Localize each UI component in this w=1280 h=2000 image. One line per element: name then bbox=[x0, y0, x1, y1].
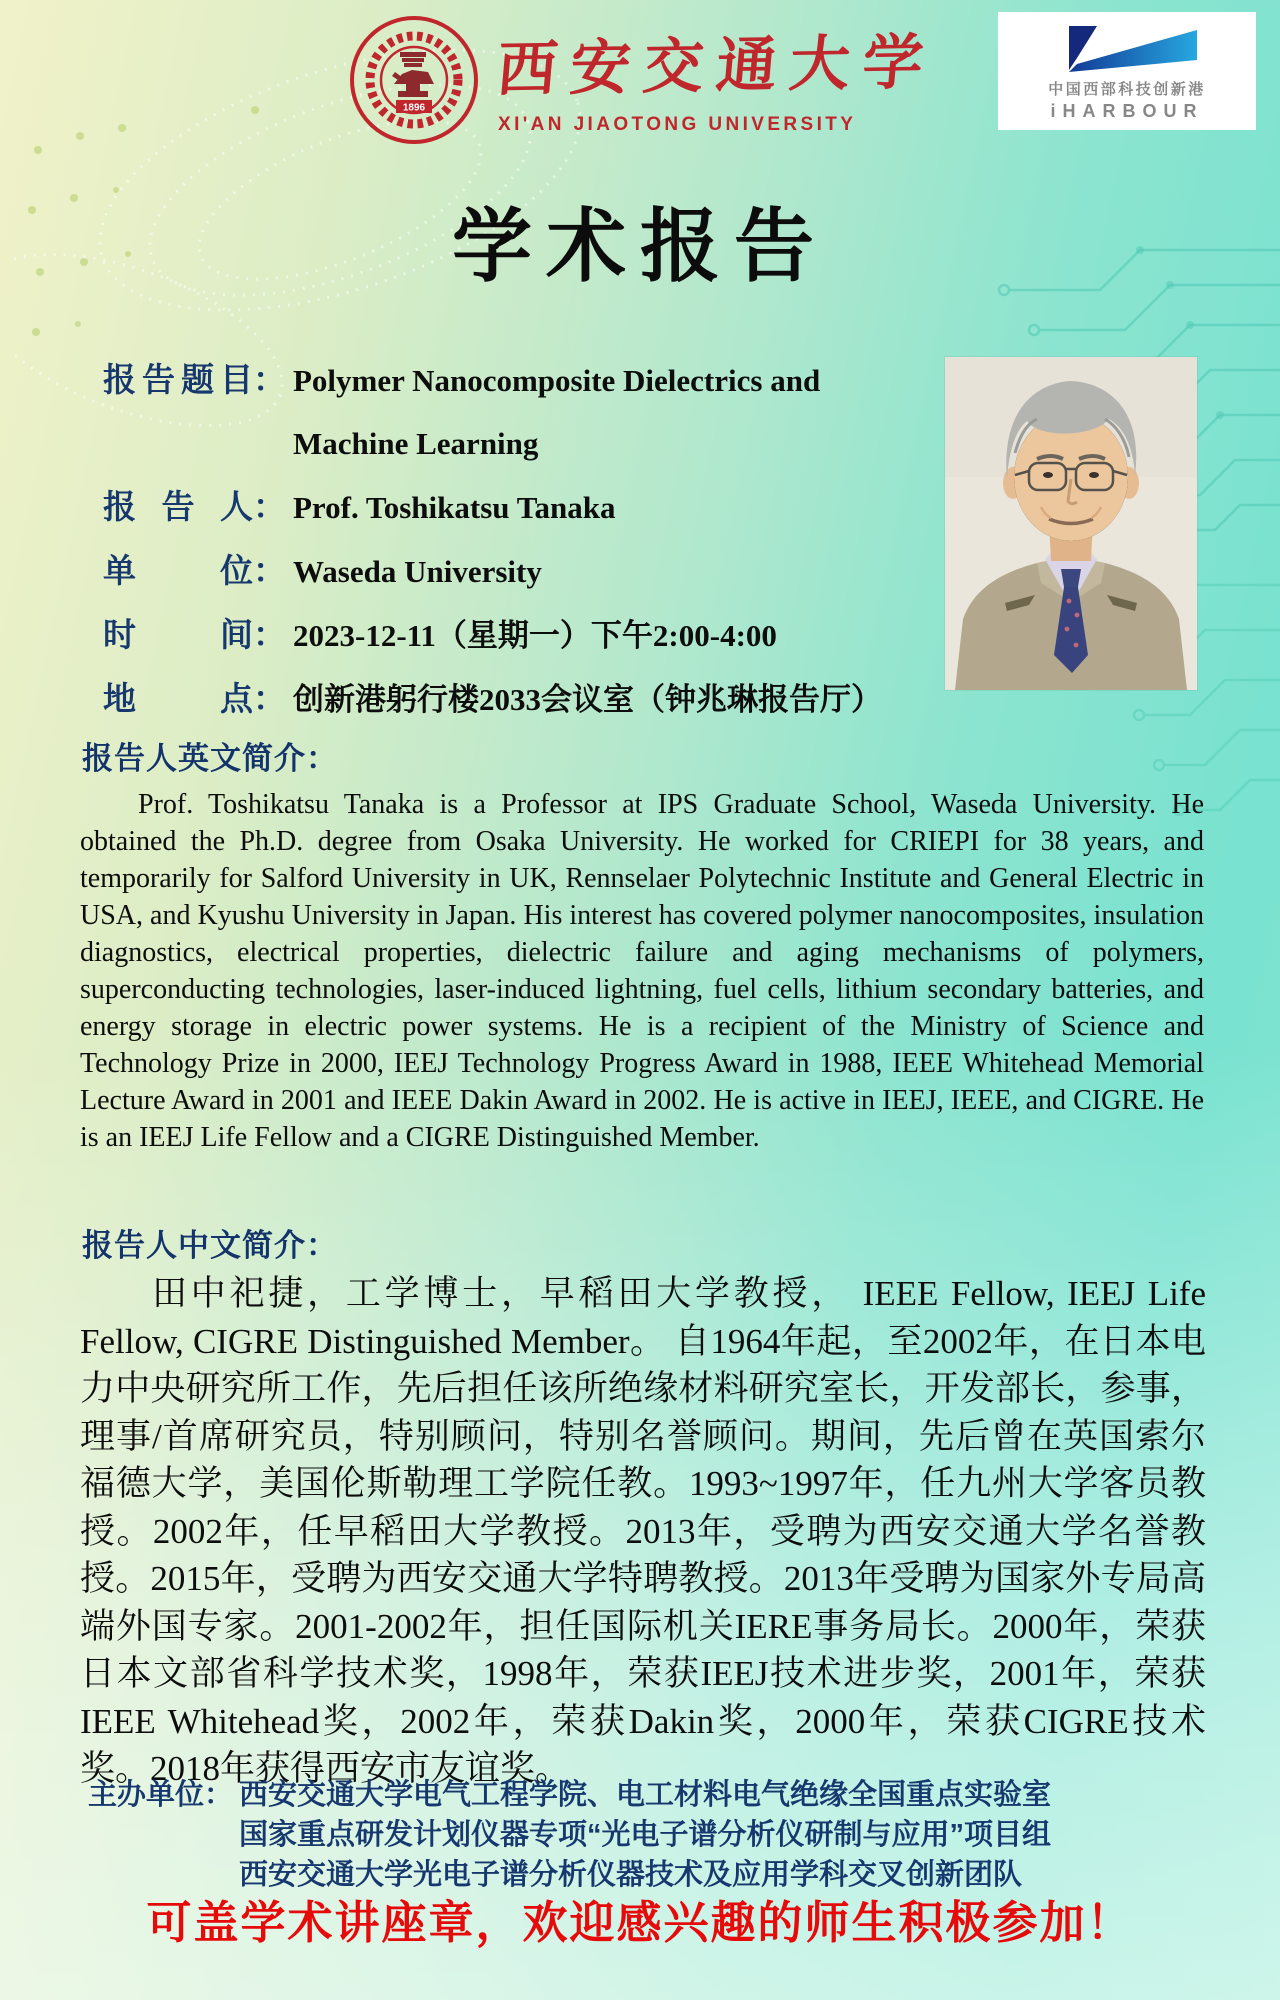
detail-value: Polymer Nanocomposite Dielectrics and Machine Learning bbox=[293, 363, 821, 461]
university-name-calligraphy: 西安交通大学 bbox=[494, 27, 939, 106]
seal-year-label: 1896 bbox=[402, 102, 426, 114]
bio-en-heading: 报告人英文简介： bbox=[82, 741, 338, 776]
detail-label: 地点 bbox=[103, 680, 253, 717]
detail-value: 创新港躬行楼2033会议室（钟兆琳报告厅） bbox=[293, 682, 882, 717]
detail-value: Waseda University bbox=[293, 554, 542, 589]
xjtu-seal-logo bbox=[348, 14, 480, 146]
hosts-lines bbox=[239, 1775, 1051, 1895]
university-name-en: XI'AN JIAOTONG UNIVERSITY bbox=[498, 114, 857, 135]
iharbour-logo bbox=[998, 12, 1256, 130]
detail-label: 单位 bbox=[103, 552, 253, 589]
detail-row-affiliation bbox=[103, 539, 943, 603]
detail-value: 2023-12-11（星期一）下午2:00-4:00 bbox=[293, 618, 777, 653]
iharbour-flag-icon bbox=[1047, 22, 1207, 74]
host-line: 国家重点研发计划仪器专项“光电子谱分析仪研制与应用”项目组 bbox=[239, 1819, 1052, 1851]
detail-row-topic bbox=[103, 348, 943, 475]
detail-label: 报告题目 bbox=[103, 361, 253, 398]
bio-en-paragraph: Prof. Toshikatsu Tanaka is a Professor at IPS Graduate School, Waseda University. He obtained the Ph.D. degree from Osaka University. He worked for CRIEPI for 38 years, and temporarily for Salford University in UK, Rennselaer Polytechnic Institute and General Electric in USA, and Kyushu University in Japan. His interest has covered polymer nanocomposites, insulation diagnostics, electrical properties, dielectric failure and aging mechanisms of polymers, superconducting technologies, laser-induced lightning, fuel cells, lithium secondary batteries, and energy storage in electric power systems. He is a recipient of the Ministry of Science and Technology Prize in 2000, IEEJ Technology Progress Award in 1988, IEEE Whitehead Memorial Lecture Award in 2001 and IEEE Dakin Award in 2002. He is active in IEEJ, IEEE, and CIGRE. He is an IEEJ Life Fellow and a CIGRE Distinguished Member. bbox=[80, 789, 1204, 1153]
detail-colon: ： bbox=[253, 361, 286, 398]
detail-colon: ： bbox=[253, 488, 286, 525]
bio-cn-paragraph: 田中祀捷，工学博士，早稻田大学教授， IEEE Fellow, IEEJ Life Fellow, CIGRE Distinguished Member。 自1964年起，至2002年，在日本电力中央研究所工作，先后担任该所绝缘材料研究室长，开发部长，参事，理事/首席研究员，特别顾问，特别名誉顾问。期间，先后曾在英国索尔福德大学，美国伦斯勒理工学院任教。1993~1997年，任九州大学客员教授。2002年，任早稻田大学教授。2013年，受聘为西安交通大学名誉教授。2015年，受聘为西安交通大学特聘教授。2013年受聘为国家外专局高端外国专家。2001-2002年，担任国际机关IERE事务局长。2000年，荣获日本文部省科学技术奖，1998年，荣获IEEJ技术进步奖，2001年，荣获IEEE Whitehead奖，2002年，荣获Dakin奖，2000年，荣获CIGRE技术奖。2018年获得西安市友谊奖。 bbox=[80, 1274, 1206, 1788]
host-organizations bbox=[88, 1775, 1208, 1895]
welcome-footer: 可盖学术讲座章，欢迎感兴趣的师生积极参加！ bbox=[146, 1897, 1134, 1948]
speaker-photo bbox=[945, 357, 1197, 690]
detail-label: 报告人 bbox=[103, 488, 253, 525]
detail-row-time bbox=[103, 603, 943, 667]
iharbour-name-en: iHARBOUR bbox=[1050, 101, 1204, 121]
detail-row-speaker bbox=[103, 475, 943, 539]
detail-colon: ： bbox=[253, 680, 286, 717]
university-brand bbox=[494, 18, 968, 136]
page-title: 学术报告 bbox=[452, 202, 828, 291]
detail-colon: ： bbox=[253, 616, 286, 653]
detail-row-location bbox=[103, 667, 943, 731]
host-line: 西安交通大学光电子谱分析仪器技术及应用学科交叉创新团队 bbox=[239, 1859, 1023, 1891]
bio-cn-heading: 报告人中文简介： bbox=[82, 1228, 338, 1263]
detail-colon: ： bbox=[253, 552, 286, 589]
detail-label: 时间 bbox=[103, 616, 253, 653]
host-line: 西安交通大学电气工程学院、电工材料电气绝缘全国重点实验室 bbox=[239, 1779, 1052, 1811]
iharbour-name-cn: 中国西部科技创新港 bbox=[1048, 81, 1206, 98]
hosts-label: 主办单位： bbox=[88, 1779, 234, 1811]
lecture-details bbox=[103, 348, 943, 731]
detail-value: Prof. Toshikatsu Tanaka bbox=[293, 490, 616, 525]
